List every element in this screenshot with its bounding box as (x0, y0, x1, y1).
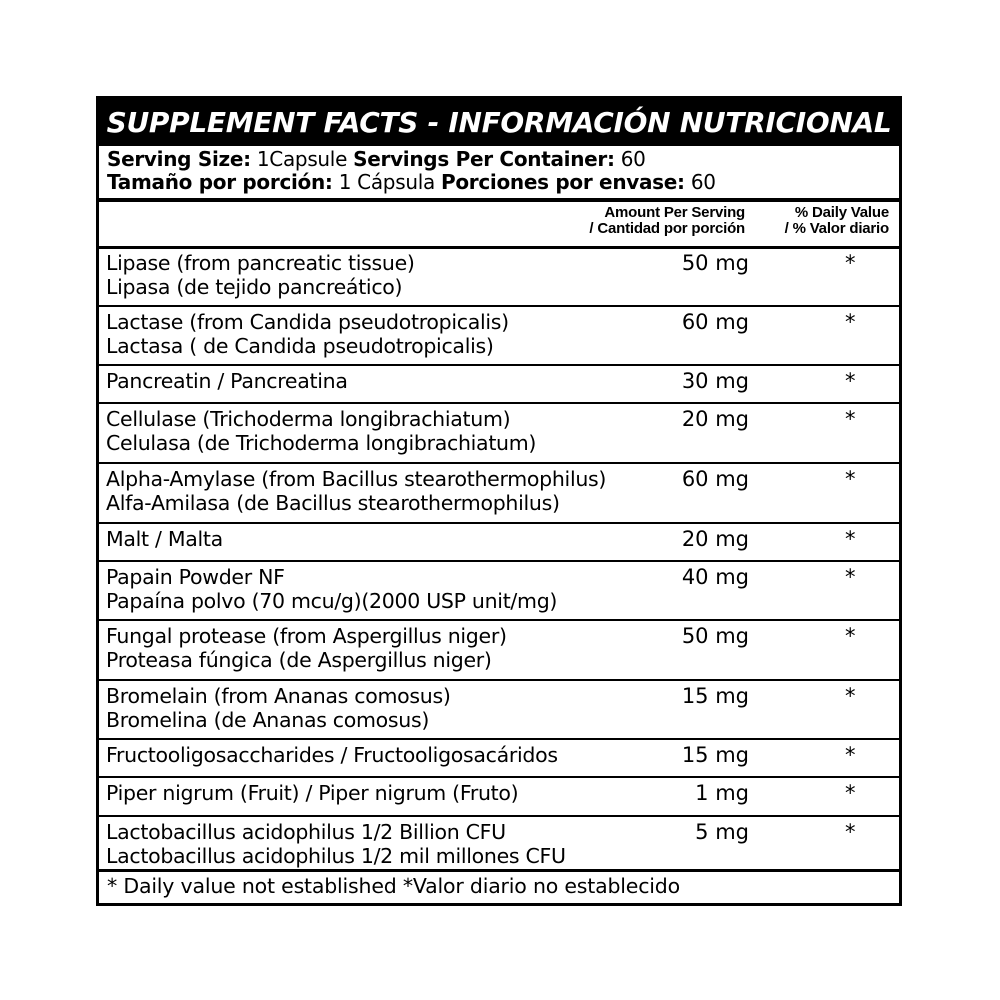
ingredient-name-en: Cellulase (Trichoderma longibrachiatum) (106, 407, 511, 431)
ingredient-name-en: Pancreatin / Pancreatina (106, 369, 348, 393)
ingredient-name-es: Bromelina (de Ananas comosus) (106, 708, 430, 732)
ingredient-name-en: Fructooligosaccharides / Fructooligosacáridos (106, 743, 558, 767)
ingredient-name-es: Lipasa (de tejido pancreático) (106, 275, 403, 299)
serving-line-es (107, 171, 897, 194)
ingredient-daily-value: * (845, 369, 856, 393)
ingredient-amount: 5 mg (695, 820, 749, 844)
ingredient-name-es: Lactobacillus acidophilus 1/2 mil millones CFU (106, 844, 566, 868)
ingredient-row (99, 249, 899, 304)
ingredient-name-es: Celulasa (de Trichoderma longibrachiatum) (106, 431, 537, 455)
ingredient-daily-value: * (845, 624, 856, 648)
ingredient-amount: 60 mg (681, 310, 749, 334)
ingredient-row (99, 405, 899, 461)
ingredient-name-en: Papain Powder NF (106, 565, 285, 589)
row-divider (99, 815, 899, 817)
ingredient-daily-value: * (845, 407, 856, 431)
ingredient-daily-value: * (845, 743, 856, 767)
ingredient-daily-value: * (845, 527, 856, 551)
divider-thick (99, 198, 899, 202)
serving-line-en (107, 148, 897, 171)
ingredient-name (106, 407, 536, 455)
ingredient-name (106, 781, 518, 805)
ingredient-name-en: Lactobacillus acidophilus 1/2 Billion CFU (106, 820, 506, 844)
ingredient-name-en: Malt / Malta (106, 527, 223, 551)
row-divider (99, 619, 899, 621)
ingredient-amount: 50 mg (681, 624, 749, 648)
ingredient-row (99, 818, 899, 869)
ingredient-name-en: Piper nigrum (Fruit) / Piper nigrum (Fruto) (106, 781, 519, 805)
ingredient-amount: 15 mg (681, 743, 749, 767)
ingredient-daily-value: * (845, 684, 856, 708)
ingredient-daily-value: * (845, 467, 856, 491)
ingredient-name (106, 527, 223, 551)
ingredient-amount: 1 mg (695, 781, 749, 805)
daily-value-header-en: % Daily Value (794, 204, 889, 221)
ingredient-amount: 15 mg (681, 684, 749, 708)
ingredient-name (106, 743, 558, 767)
ingredient-daily-value: * (845, 251, 856, 275)
row-divider (99, 364, 899, 366)
amount-header (589, 205, 745, 245)
ingredient-name (106, 251, 415, 299)
serving-size-value-es: 1 Cápsula (338, 170, 435, 194)
servings-per-container-label-es: Porciones por envase: (440, 170, 685, 194)
ingredient-row (99, 682, 899, 737)
amount-header-en: Amount Per Serving (604, 204, 745, 221)
ingredient-amount: 40 mg (681, 565, 749, 589)
ingredient-name-en: Lactase (from Candida pseudotropicalis) (106, 310, 509, 334)
ingredient-amount: 20 mg (681, 527, 749, 551)
servings-per-container-value: 60 (620, 147, 646, 171)
serving-size-label: Serving Size: (107, 147, 251, 171)
ingredient-name (106, 624, 507, 672)
daily-value-header-es: / % Valor diario (784, 220, 889, 237)
ingredient-name (106, 684, 451, 732)
ingredient-name-es: Alfa-Amilasa (de Bacillus stearothermophilus) (106, 491, 560, 515)
supplement-facts-panel (96, 96, 902, 906)
serving-info (107, 148, 897, 194)
ingredient-daily-value: * (845, 820, 856, 844)
ingredient-daily-value: * (845, 781, 856, 805)
ingredient-row (99, 367, 899, 401)
ingredient-row (99, 563, 899, 618)
footnote: * Daily value not established *Valor diario no establecido (107, 874, 680, 898)
ingredient-name (106, 565, 557, 613)
ingredient-amount: 50 mg (681, 251, 749, 275)
row-divider (99, 522, 899, 524)
ingredient-row (99, 465, 899, 521)
serving-size-value: 1Capsule (256, 147, 348, 171)
ingredient-row (99, 308, 899, 363)
ingredient-row (99, 779, 899, 814)
ingredient-row (99, 741, 899, 775)
serving-size-label-es: Tamaño por porción: (107, 170, 333, 194)
row-divider (99, 305, 899, 307)
ingredient-name (106, 310, 509, 358)
servings-per-container-value-es: 60 (690, 170, 716, 194)
amount-header-es: / Cantidad por porción (589, 220, 745, 237)
ingredient-name-es: Lactasa ( de Candida pseudotropicalis) (106, 334, 494, 358)
ingredient-name (106, 467, 606, 515)
ingredient-name (106, 369, 348, 393)
ingredient-name-en: Alpha-Amylase (from Bacillus stearothermophilus) (106, 467, 607, 491)
ingredient-name-es: Papaína polvo (70 mcu/g)(2000 USP unit/mg) (106, 589, 558, 613)
ingredient-daily-value: * (845, 310, 856, 334)
ingredient-name-en: Fungal protease (from Aspergillus niger) (106, 624, 507, 648)
ingredient-name-en: Lipase (from pancreatic tissue) (106, 251, 415, 275)
row-divider (99, 402, 899, 404)
ingredient-name-es: Proteasa fúngica (de Aspergillus niger) (106, 648, 492, 672)
ingredient-row (99, 622, 899, 678)
servings-per-container-label: Servings Per Container: (353, 147, 615, 171)
ingredient-amount: 20 mg (681, 407, 749, 431)
row-divider (99, 679, 899, 681)
row-divider (99, 738, 899, 740)
row-divider (99, 462, 899, 464)
ingredient-row (99, 525, 899, 559)
footnote-divider (99, 869, 899, 872)
row-divider (99, 560, 899, 562)
ingredient-amount: 30 mg (681, 369, 749, 393)
ingredient-daily-value: * (845, 565, 856, 589)
ingredient-name (106, 820, 566, 868)
daily-value-header (785, 205, 889, 245)
ingredient-amount: 60 mg (681, 467, 749, 491)
ingredient-name-en: Bromelain (from Ananas comosus) (106, 684, 451, 708)
panel-title: SUPPLEMENT FACTS - INFORMACIÓN NUTRICIONAL (99, 99, 899, 146)
row-divider (99, 776, 899, 778)
